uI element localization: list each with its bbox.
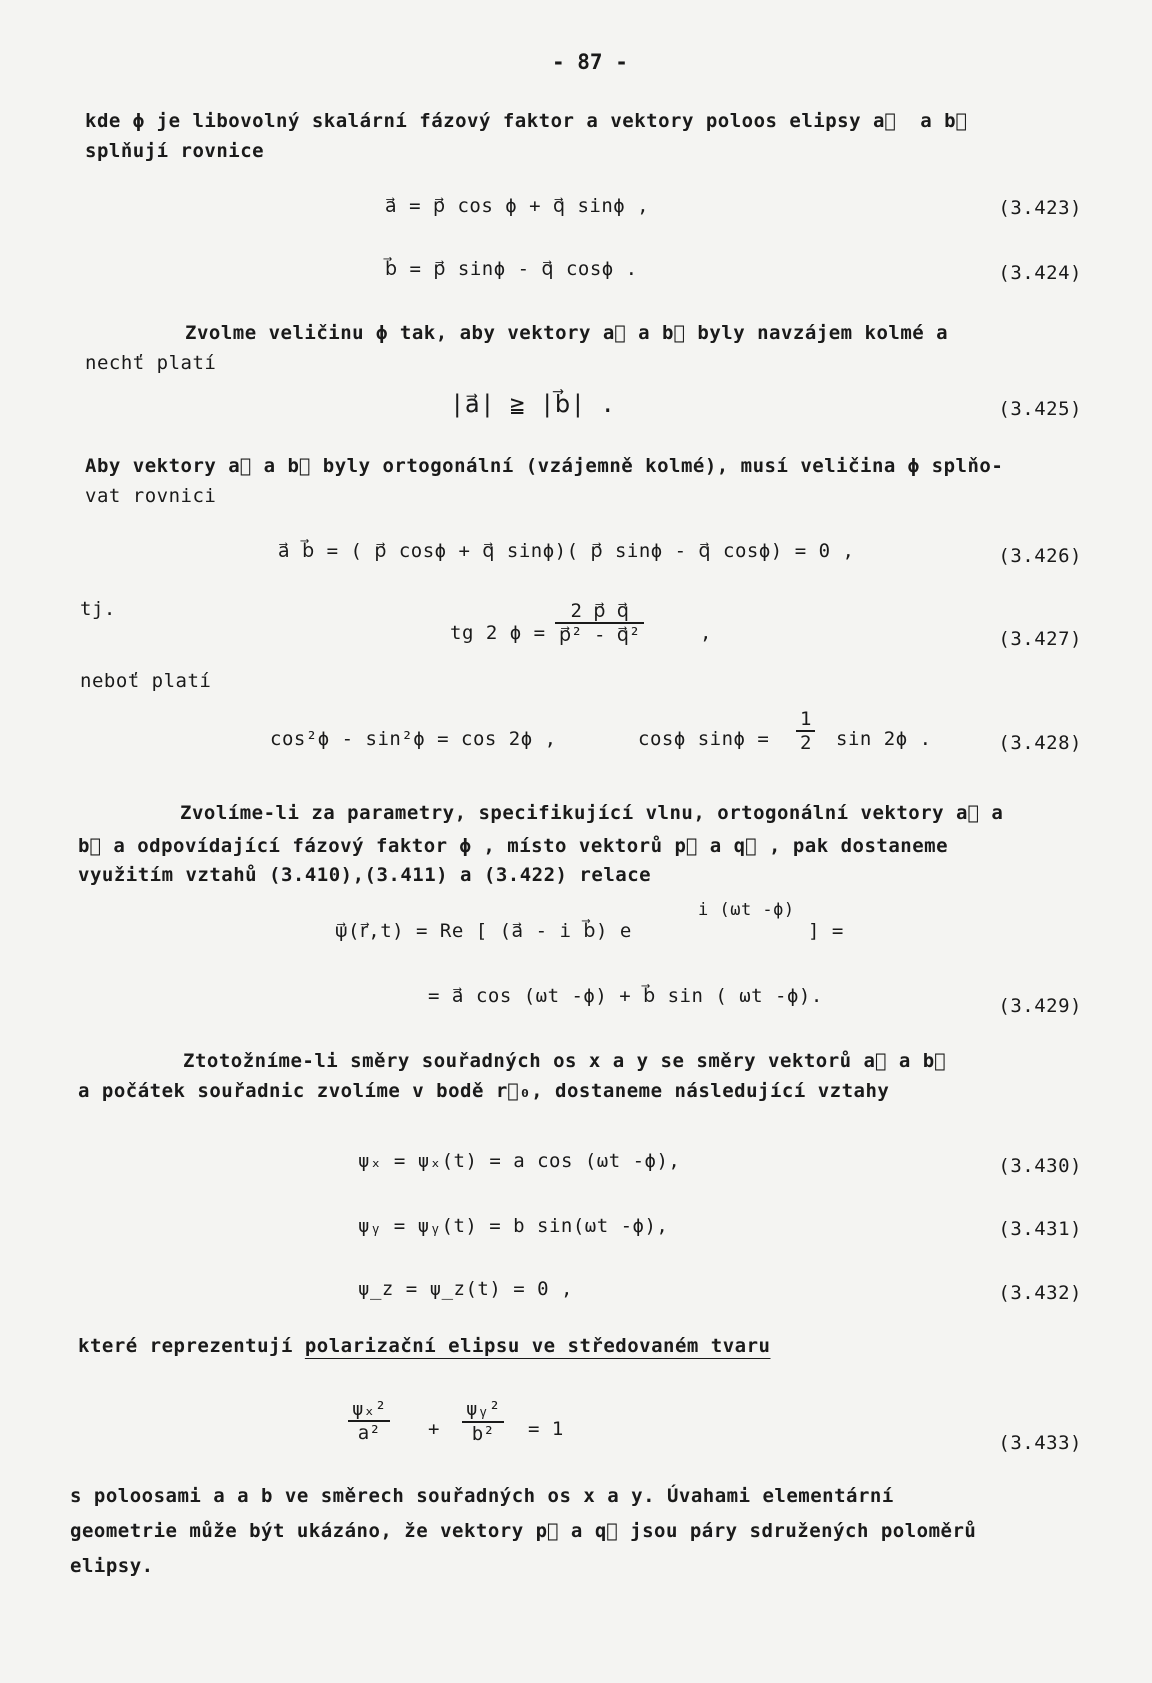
equation-3-432: ψ_z = ψ_z(t) = 0 , <box>358 1278 573 1300</box>
fraction-numerator: ψₓ² <box>352 1398 387 1420</box>
equation-3-431: ψᵧ = ψᵧ(t) = b sin(ωt -ϕ), <box>358 1215 669 1237</box>
equation-3-429-line-1: ψ⃗(r⃗,t) = Re [ (a⃗ - i b⃗) e <box>335 920 632 942</box>
equation-3-429-line-1-tail: ] = <box>808 920 844 942</box>
equation-3-429-line-2: = a⃗ cos (ωt -ϕ) + b⃗ sin ( ωt -ϕ). <box>428 985 823 1007</box>
equation-3-433-fraction-2 <box>462 1398 504 1445</box>
paragraph-7-line-3: elipsy. <box>70 1555 154 1577</box>
equation-3-433-rhs: = 1 <box>528 1418 564 1440</box>
page-number: - 87 - <box>552 50 628 74</box>
equation-3-423: a⃗ = p⃗ cos ϕ + q⃗ sinϕ , <box>385 195 650 217</box>
paragraph-3-line-2: vat rovnici <box>85 485 217 507</box>
paragraph-4-line-1: Zvolíme-li za parametry, specifikující vlnu, ortogonální vektory a⃗ a <box>180 802 1004 824</box>
equation-number-3-425: (3.425) <box>998 398 1082 420</box>
equation-3-428-right: sin 2ϕ . <box>836 728 932 750</box>
equation-3-427-lhs: tg 2 ϕ = <box>450 622 546 644</box>
equation-number-3-426: (3.426) <box>998 545 1082 567</box>
paragraph-5-line-1: Ztotožníme-li směry souřadných os x a y se směry vektorů a⃗ a b⃗ <box>183 1050 947 1072</box>
paragraph-2-line-1: Zvolme veličinu ϕ tak, aby vektory a⃗ a b⃗ byly navzájem kolmé a <box>185 322 949 344</box>
paragraph-5-line-2: a počátek souřadnic zvolíme v bodě r⃗₀, dostaneme následující vztahy <box>78 1080 890 1102</box>
equation-number-3-423: (3.423) <box>998 197 1082 219</box>
fraction-numerator: 2 p⃗ q⃗ <box>570 600 629 622</box>
text-nebot-plati: neboť platí <box>80 670 212 692</box>
equation-3-433-plus: + <box>428 1418 440 1440</box>
equation-number-3-427: (3.427) <box>998 628 1082 650</box>
equation-number-3-432: (3.432) <box>998 1282 1082 1304</box>
paragraph-6-prefix: které reprezentují <box>78 1335 293 1357</box>
equation-3-433-fraction-1 <box>348 1398 390 1444</box>
equation-3-426: a⃗ b⃗ = ( p⃗ cosϕ + q⃗ sinϕ)( p⃗ sinϕ - q⃗ cosϕ) = 0 , <box>278 540 855 562</box>
equation-3-427-fraction <box>555 600 644 646</box>
paragraph-4-line-2: b⃗ a odpovídající fázový faktor ϕ , místo vektorů p⃗ a q⃗ , pak dostaneme <box>78 835 949 857</box>
equation-number-3-433: (3.433) <box>998 1432 1082 1454</box>
fraction-denominator: 2 <box>796 730 815 754</box>
fraction-numerator: 1 <box>800 708 812 730</box>
fraction-denominator: b² <box>462 1421 504 1445</box>
equation-3-429-exponent: i (ωt -ϕ) <box>698 900 795 920</box>
paragraph-7-line-2: geometrie může být ukázáno, že vektory p⃗ a q⃗ jsou páry sdružených poloměrů <box>70 1520 977 1542</box>
equation-number-3-431: (3.431) <box>998 1218 1082 1240</box>
text-tj: tj. <box>80 598 116 620</box>
paragraph-1-line-2: splňují rovnice <box>85 140 265 162</box>
equation-3-425: |a⃗| ≧ |b⃗| . <box>450 390 616 418</box>
paragraph-6 <box>78 1335 770 1357</box>
equation-3-428-left: cos²ϕ - sin²ϕ = cos 2ϕ , <box>270 728 557 750</box>
equation-3-428-fraction <box>796 708 815 754</box>
equation-3-430: ψₓ = ψₓ(t) = a cos (ωt -ϕ), <box>358 1150 681 1172</box>
paragraph-6-underlined-term: polarizační elipsu ve středovaném tvaru <box>304 1335 771 1357</box>
equation-3-428-mid: cosϕ sinϕ = <box>638 728 770 750</box>
equation-number-3-429: (3.429) <box>998 995 1082 1017</box>
paragraph-3-line-1: Aby vektory a⃗ a b⃗ byly ortogonální (vzájemně kolmé), musí veličina ϕ splňo- <box>85 455 1004 477</box>
equation-number-3-424: (3.424) <box>998 262 1082 284</box>
equation-number-3-428: (3.428) <box>998 732 1082 754</box>
paragraph-2-line-2: nechť platí <box>85 352 217 374</box>
fraction-denominator: a² <box>348 1420 390 1444</box>
fraction-numerator: ψᵧ² <box>466 1398 501 1420</box>
paragraph-7-line-1: s poloosami a a b ve směrech souřadných os x a y. Úvahami elementární <box>70 1485 894 1507</box>
paragraph-1-line-1: kde ϕ je libovolný skalární fázový faktor a vektory poloos elipsy a⃗ a b⃗ <box>85 110 968 132</box>
equation-3-427-tail: , <box>700 622 712 644</box>
fraction-denominator: p⃗² - q⃗² <box>555 622 644 646</box>
equation-3-424: b⃗ = p⃗ sinϕ - q⃗ cosϕ . <box>385 258 638 280</box>
equation-number-3-430: (3.430) <box>998 1155 1082 1177</box>
paragraph-4-line-3: využitím vztahů (3.410),(3.411) a (3.422) relace <box>78 864 652 886</box>
